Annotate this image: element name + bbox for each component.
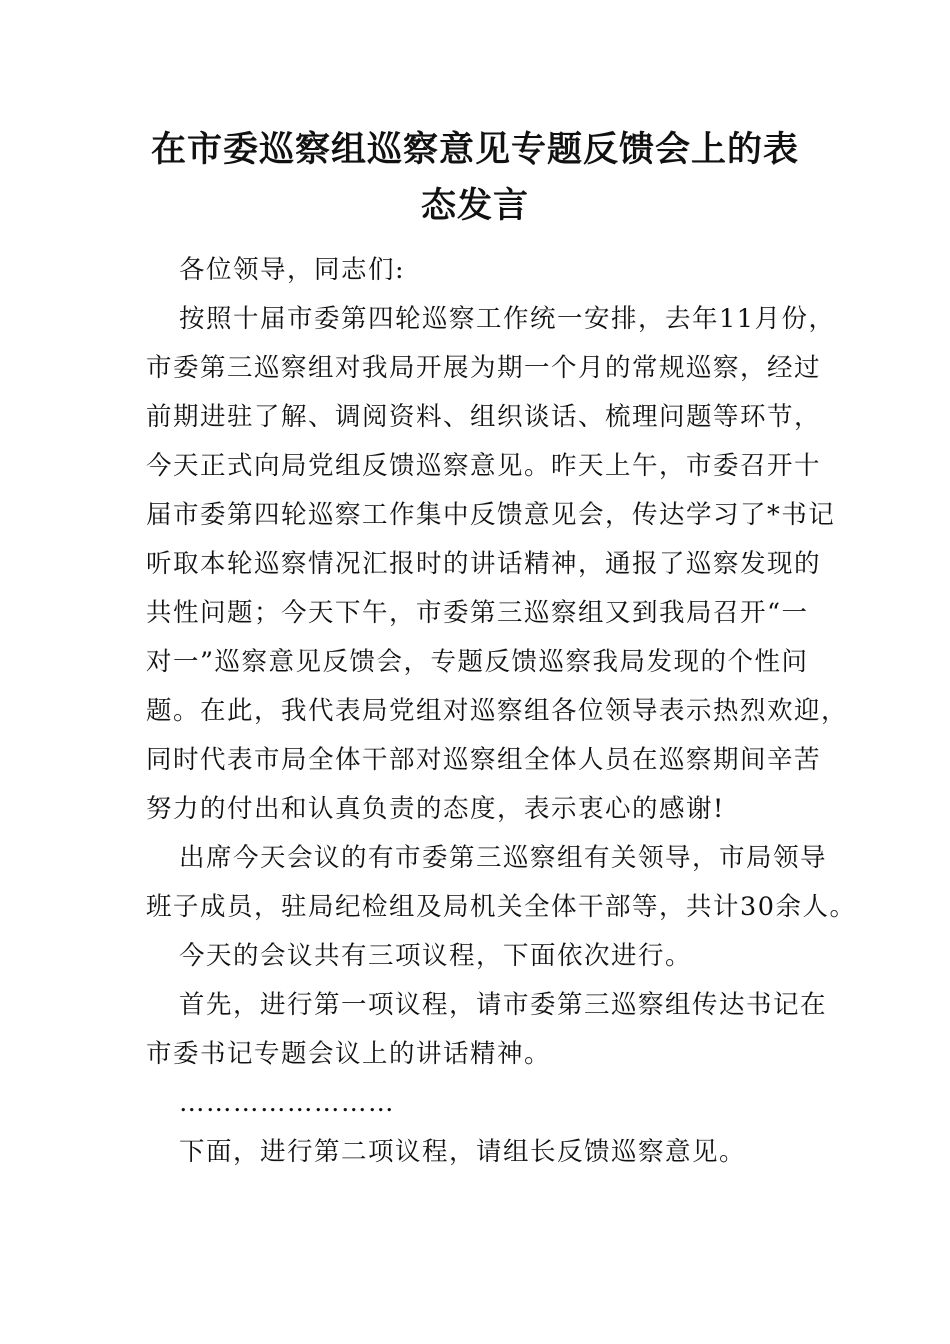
paragraph-line: 共性问题；今天下午，市委第三巡察组又到我局召开“一 (146, 598, 809, 628)
paragraph-line: 同时代表市局全体干部对巡察组全体人员在巡察期间辛苦 (146, 745, 822, 775)
paragraph-line: 今天正式向局党组反馈巡察意见。昨天上午，市委召开十 (146, 451, 822, 481)
document-title (150, 122, 800, 234)
title-line-2: 态发言 (420, 185, 529, 226)
paragraph-4 (146, 981, 828, 1079)
ellipsis-line: …………………… (179, 1088, 395, 1118)
paragraph-line: 听取本轮巡察情况汇报时的讲话精神，通报了巡察发现的 (146, 549, 822, 579)
paragraph-line: 按照十届市委第四轮巡察工作统一安排，去年11月份， (179, 304, 836, 334)
salutation: 各位领导，同志们: (179, 255, 406, 285)
paragraph-line: 市委书记专题会议上的讲话精神。 (146, 1039, 552, 1069)
paragraph-2 (146, 834, 857, 932)
document-body (146, 246, 857, 1177)
paragraph-3: 今天的会议共有三项议程，下面依次进行。 (179, 941, 693, 971)
paragraph-line: 首先，进行第一项议程，请市委第三巡察组传达书记在 (179, 990, 828, 1020)
title-line-1: 在市委巡察组巡察意见专题反馈会上的表 (150, 129, 799, 170)
paragraph-line: 届市委第四轮巡察工作集中反馈意见会，传达学习了*书记 (146, 500, 836, 530)
paragraph-line: 前期进驻了解、调阅资料、组织谈话、梳理问题等环节， (146, 402, 822, 432)
paragraph-1 (146, 295, 849, 834)
paragraph-line: 努力的付出和认真负责的态度，表示衷心的感谢! (146, 794, 725, 824)
paragraph-line: 市委第三巡察组对我局开展为期一个月的常规巡察，经过 (146, 353, 822, 383)
paragraph-5: 下面，进行第二项议程，请组长反馈巡察意见。 (179, 1137, 747, 1167)
paragraph-line: 对一”巡察意见反馈会，专题反馈巡察我局发现的个性问 (146, 647, 809, 677)
paragraph-line: 班子成员，驻局纪检组及局机关全体干部等，共计30余人。 (146, 892, 857, 922)
paragraph-line: 题。在此，我代表局党组对巡察组各位领导表示热烈欢迎， (146, 696, 849, 726)
paragraph-line: 出席今天会议的有市委第三巡察组有关领导，市局领导 (179, 843, 828, 873)
